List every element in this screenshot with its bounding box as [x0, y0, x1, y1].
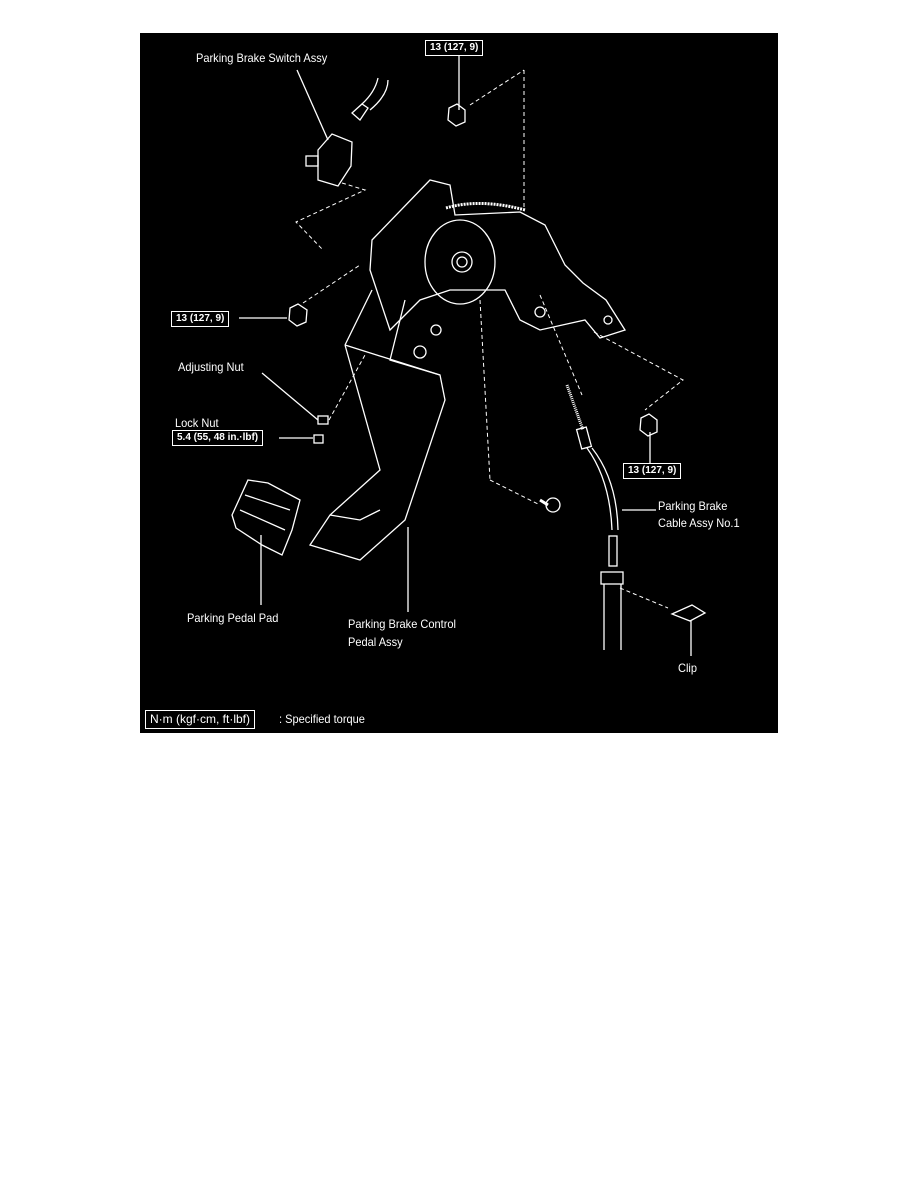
pedal-pad-drawing: [232, 480, 300, 555]
torque-right-nut: 13 (127, 9): [623, 463, 681, 479]
cable-drawing: [567, 385, 623, 650]
label-clip: Clip: [678, 661, 698, 675]
label-cable-line2: Cable Assy No.1: [658, 516, 740, 530]
label-pedal-pad: Parking Pedal Pad: [187, 611, 279, 625]
torque-top-nut: 13 (127, 9): [425, 40, 483, 56]
legend-unit-box: N·m (kgf·cm, ft·lbf): [145, 710, 255, 729]
clip-drawing: [672, 605, 705, 621]
label-control-pedal-line2: Pedal Assy: [348, 635, 403, 649]
label-adjusting-nut: Adjusting Nut: [178, 360, 244, 374]
torque-lock-nut: 5.4 (55, 48 in.·lbf): [172, 430, 263, 446]
legend-description: : Specified torque: [279, 712, 365, 726]
switch-assy-drawing: [306, 78, 388, 186]
label-lock-nut: Lock Nut: [175, 416, 219, 430]
dashed-lines: [296, 70, 683, 608]
label-switch-assy: Parking Brake Switch Assy: [196, 51, 328, 65]
screw-drawing: [540, 498, 560, 512]
label-cable-line1: Parking Brake: [658, 499, 728, 513]
label-control-pedal-line1: Parking Brake Control: [348, 617, 456, 631]
leader-lines: [239, 55, 691, 656]
torque-left-nut: 13 (127, 9): [171, 311, 229, 327]
